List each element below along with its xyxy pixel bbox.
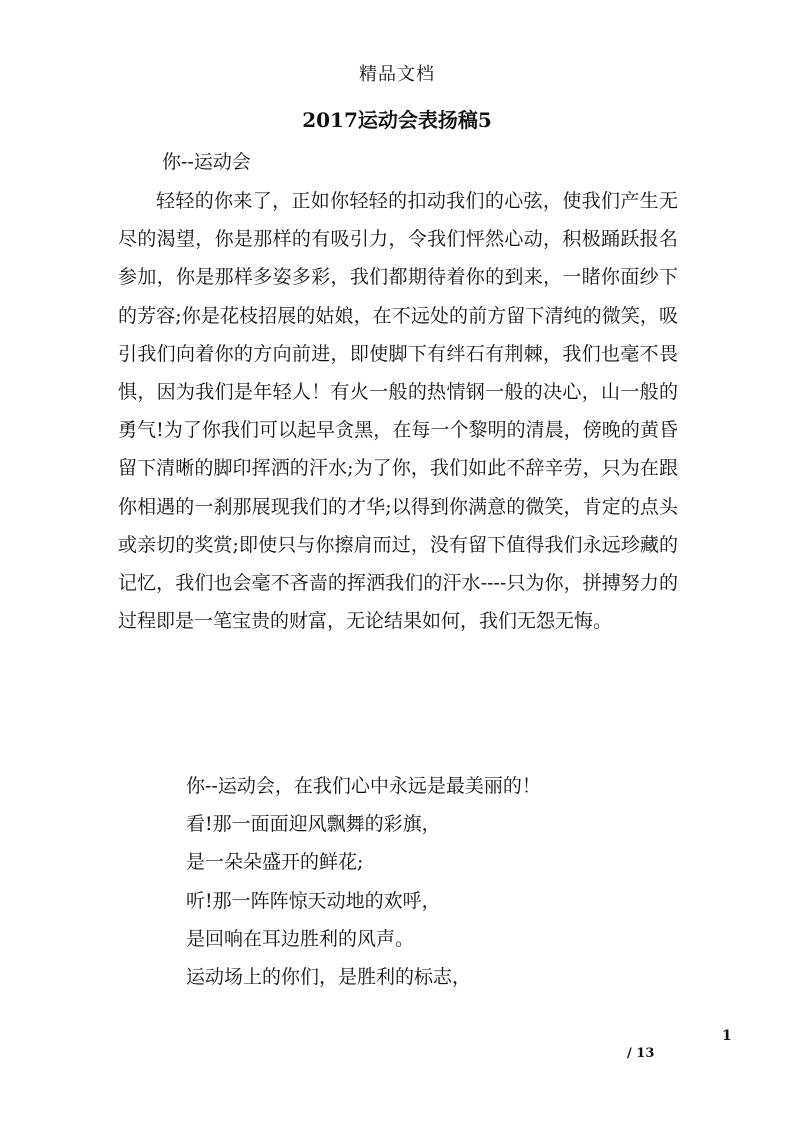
verse-line: 听!那一阵阵惊天动地的欢呼， bbox=[186, 889, 441, 912]
verse-line: 是回响在耳边胜利的风声。 bbox=[186, 927, 415, 950]
header-label: 精品文档 bbox=[359, 64, 435, 85]
verse-line: 你--运动会，在我们心中永远是最美丽的！ bbox=[186, 775, 541, 797]
verse-line: 运动场上的你们，是胜利的标志， bbox=[186, 965, 472, 988]
page-number: 1 bbox=[722, 1028, 732, 1044]
verse-line: 是一朵朵盛开的鲜花; bbox=[186, 851, 364, 874]
document-subtitle: 你--运动会 bbox=[162, 151, 251, 173]
body-paragraph: 轻轻的你来了，正如你轻轻的扣动我们的心弦，使我们产生无尽的渴望，你是那样的有吸引力，令我们怦然心动，积极踊跃报名参加，你是那样多姿多彩，我们都期待着你的到来，一睹你面纱下的芳容;你是花枝招展的姑娘，在不远处的前方留下清纯的微笑，吸引我们向着你的方向前进，即使脚下有绊石有荆棘，我们也毫不畏惧，因为我们是年轻人！有火一般的热情钢一般的决心，山一般的勇气!为了你我们可以起早贪黑，在每一个黎明的清晨，傍晚的黄昏留下清晰的脚印挥洒的汗水;为了你，我们如此不辞辛劳，只为在跟你相遇的一刹那展现我们的才华;以得到你满意的微笑，肯定的点头或亲切的奖赏;即使只与你擦肩而过，没有留下值得我们永远珍藏的记忆，我们也会毫不吝啬的挥洒我们的汗水----只为你，拼搏努力的过程即是一笔宝贵的财富，无论结果如何，我们无怨无悔。 bbox=[118, 190, 678, 633]
verse-lines bbox=[186, 767, 541, 996]
page-total: / 13 bbox=[627, 1046, 655, 1061]
verse-line: 看!那一面面迎风飘舞的彩旗， bbox=[186, 813, 441, 836]
document-title: 2017运动会表扬稿5 bbox=[302, 108, 492, 132]
